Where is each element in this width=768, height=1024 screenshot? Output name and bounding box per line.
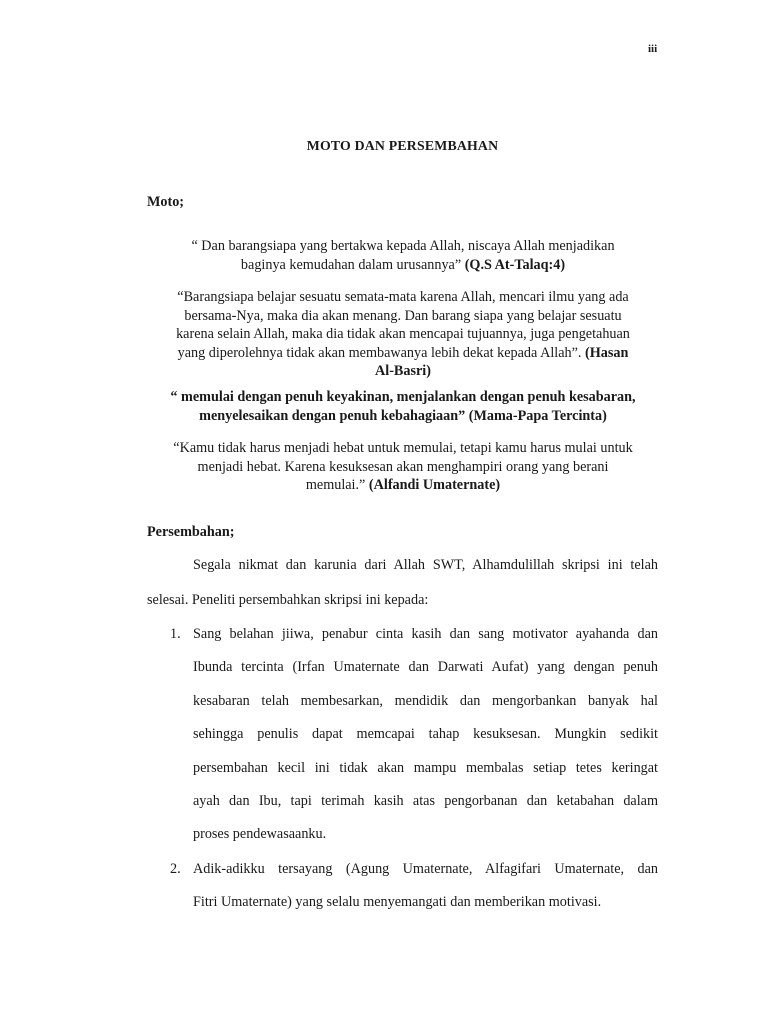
quote-2-source-b: Al-Basri) [375,363,431,379]
item-1-line-4: sehingga penulis dapat memcapai tahap kesuksesan. Mungkin sedikit [193,726,658,742]
quote-4-line-2: menjadi hebat. Karena kesuksesan akan menghampiri orang yang berani [197,458,609,475]
quote-3-text-2: menyelesaikan dengan penuh kebahagiaan” [199,407,466,424]
list-number-1: 1. [170,626,181,642]
quote-3 [147,388,659,425]
quote-2-text: yang diperolehnya tidak akan membawanya lebih dekat kepada Allah”. [177,344,582,361]
list-number-2: 2. [170,861,181,877]
quote-1-line-2 [147,256,659,275]
item-2-line-2: Fitri Umaternate) yang selalu menyemangati dan memberikan motivasi. [193,894,602,910]
intro-line-1: Segala nikmat dan karunia dari Allah SWT, Alhamdulillah skripsi ini telah [193,557,658,573]
quote-4-text: memulai.” [305,477,366,493]
quote-3-line-1 [147,388,659,407]
quote-1-text: baginya kemudahan dalam urusannya” [240,256,462,273]
item-1-line-7: proses pendewasaanku. [193,826,327,842]
page-title: MOTO DAN PERSEMBAHAN [306,138,499,153]
quote-2-line-1: “Barangsiapa belajar sesuatu semata-mata karena Allah, mencari ilmu yang ada [177,289,629,305]
quote-4-line-1: “Kamu tidak harus menjadi hebat untuk memulai, tetapi kamu harus mulai untuk [173,440,633,456]
quote-3-line-2 [147,407,659,426]
quote-2-line-3: karena selain Allah, maka dia tidak akan mencapai tujuannya, juga pengetahuan [176,326,630,342]
quote-4-source: (Alfandi Umaternate) [368,477,501,493]
quote-2-line-2: bersama-Nya, maka dia akan menang. Dan barang siapa yang belajar sesuatu [184,307,622,324]
quote-2 [147,288,659,381]
item-1-line-6: ayah dan Ibu, tapi terimah kasih atas pengorbanan dan ketabahan dalam [193,793,658,809]
item-1-line-2: Ibunda tercinta (Irfan Umaternate dan Darwati Aufat) yang dengan penuh [193,659,658,675]
item-1-line-1: Sang belahan jiiwa, penabur cinta kasih dan sang motivator ayahanda dan [193,626,658,642]
moto-heading: Moto; [147,194,185,210]
persembahan-heading: Persembahan; [147,524,235,540]
quote-2-source-a: (Hasan [584,344,629,361]
item-2-line-1: Adik-adikku tersayang (Agung Umaternate, Alfagifari Umaternate, dan [193,861,658,877]
quote-2-line-5 [147,362,659,381]
quote-3-text-1: “ memulai dengan penuh keyakinan, menjalankan dengan penuh kesabaran, [170,389,636,405]
quote-4 [147,439,659,495]
quote-1 [147,237,659,274]
item-1-line-3: kesabaran telah membesarkan, mendidik dan mengorbankan banyak hal [193,693,658,709]
quote-3-source: (Mama-Papa Tercinta) [468,407,607,424]
page-number: iii [648,43,658,55]
quote-1-source: (Q.S At-Talaq:4) [464,256,566,273]
item-1-line-5: persembahan kecil ini tidak akan mampu membalas setiap tetes keringat [193,760,658,776]
quote-4-line-3 [147,476,659,495]
intro-line-2: selesai. Peneliti persembahkan skripsi ini kepada: [147,592,429,608]
quote-1-line-1: “ Dan barangsiapa yang bertakwa kepada Allah, niscaya Allah menjadikan [191,238,615,254]
quote-2-line-4 [147,344,659,363]
